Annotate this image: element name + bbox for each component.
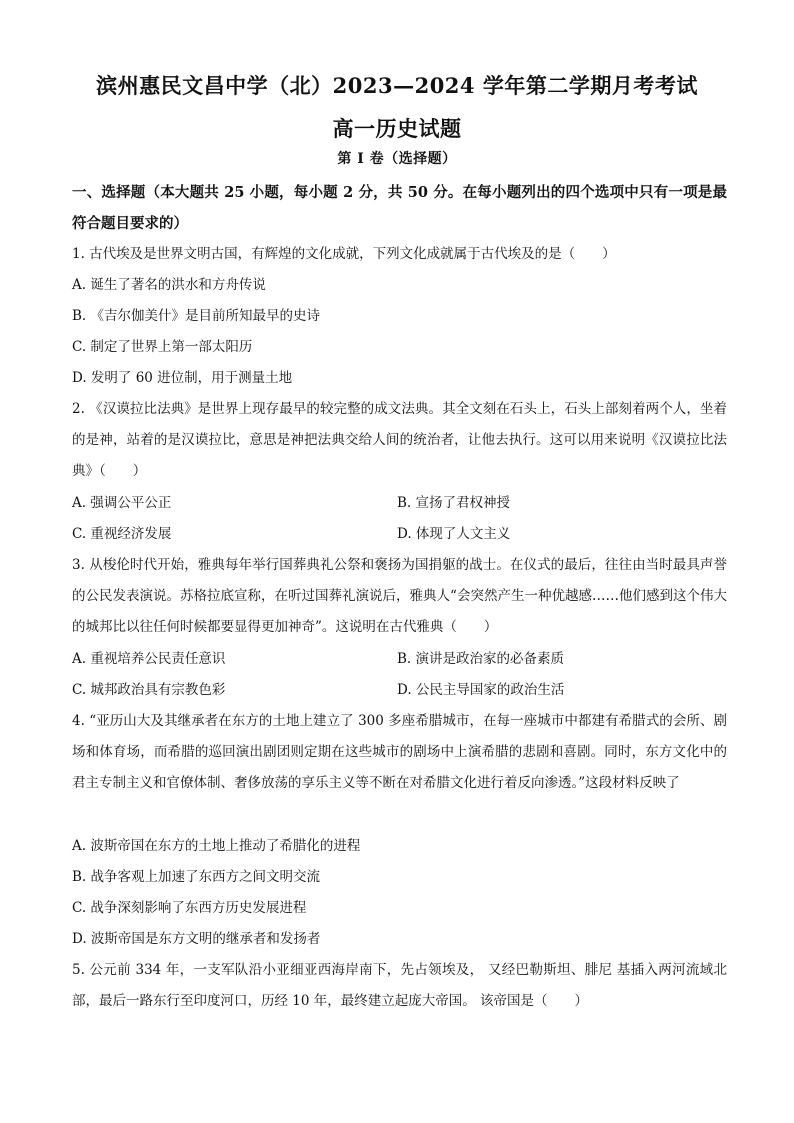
exam-subtitle: 高一历史试题 [332,116,462,141]
question-3-stem: 3. 从梭伦时代开始，雅典每年举行国葬典礼公祭和褒扬为国捐躯的战士。在仪式的最后，往往由当时最具声誉的公民发表演说。苏格拉底宣称，在听过国葬礼演说后，雅典人“会突然产生一种优越感……他们感到这个伟大的城邦比以往任何时候都要显得更加神奇”。这说明在古代雅典（ ） [72,557,727,635]
exam-title: 滨州惠民文昌中学（北）2023—2024 学年第二学期月考考试 [96,73,698,98]
question-1-option-a: A. 诞生了著名的洪水和方舟传说 [72,277,266,293]
question-1-option-b: B. 《吉尔伽美什》是目前所知最早的史诗 [72,308,321,324]
part-label: 第 I 卷（选择题） [337,151,457,167]
question-4-option-d: D. 波斯帝国是东方文明的继承者和发扬者 [72,931,321,947]
question-3-option-b: B. 演讲是政治家的必备素质 [397,651,565,667]
question-4-option-a: A. 波斯帝国在东方的土地上推动了希腊化的进程 [72,838,361,854]
question-2-option-c: C. 重视经济发展 [72,526,172,542]
question-2-stem: 2. 《汉谟拉比法典》是世界上现存最早的较完整的成文法典。其全文刻在石头上，石头上部刻着两个人，坐着的是神，站着的是汉谟拉比，意思是神把法典交给人间的统治者，让他去执行。这可以用来说明《汉谟拉比法典》（ ） [72,401,727,479]
question-3-option-c: C. 城邦政治具有宗教色彩 [72,682,226,698]
question-1-stem: 1. 古代埃及是世界文明古国，有辉煌的文化成就，下列文化成就属于古代埃及的是（ ） [72,246,616,262]
question-4-stem: 4. “亚历山大及其继承者在东方的土地上建立了 300 多座希腊城市，在每一座城市中都建有希腊式的会所、剧场和体育场，而希腊的巡回演出剧团则定期在这些城市的剧场中上演希腊的悲剧和喜剧。同时，东方文化中的君主专制主义和官僚体制、奢侈放荡的享乐主义等不断在对希腊文化进行着反向渗透。”这段材料反映了 [72,713,727,791]
question-1-option-c: C. 制定了世界上第一部太阳历 [72,339,253,355]
question-2-option-a: A. 强调公平公正 [72,495,172,511]
question-2-option-b: B. 宣扬了君权神授 [397,495,511,511]
question-3-option-a: A. 重视培养公民责任意识 [72,651,226,667]
question-3-option-d: D. 公民主导国家的政治生活 [397,682,565,698]
question-5-stem: 5. 公元前 334 年，一支军队沿小亚细亚西海岸南下，先占领埃及， 又经巴勒斯坦、腓尼 基插入两河流域北部，最后一路东行至印度河口，历经 10 年，最终建立起庞大帝国。 该帝国是（ ） [72,962,727,1009]
question-1-option-d: D. 发明了 60 进位制，用于测量土地 [72,370,293,386]
question-4-option-c: C. 战争深刻影响了东西方历史发展进程 [72,900,307,916]
question-4-option-b: B. 战争客观上加速了东西方之间文明交流 [72,869,321,885]
section-instruction: 一、选择题（本大题共 25 小题，每小题 2 分，共 50 分。在每小题列出的四个选项中只有一项是最符合题目要求的） [72,184,727,232]
question-2-option-d: D. 体现了人文主义 [397,526,511,542]
